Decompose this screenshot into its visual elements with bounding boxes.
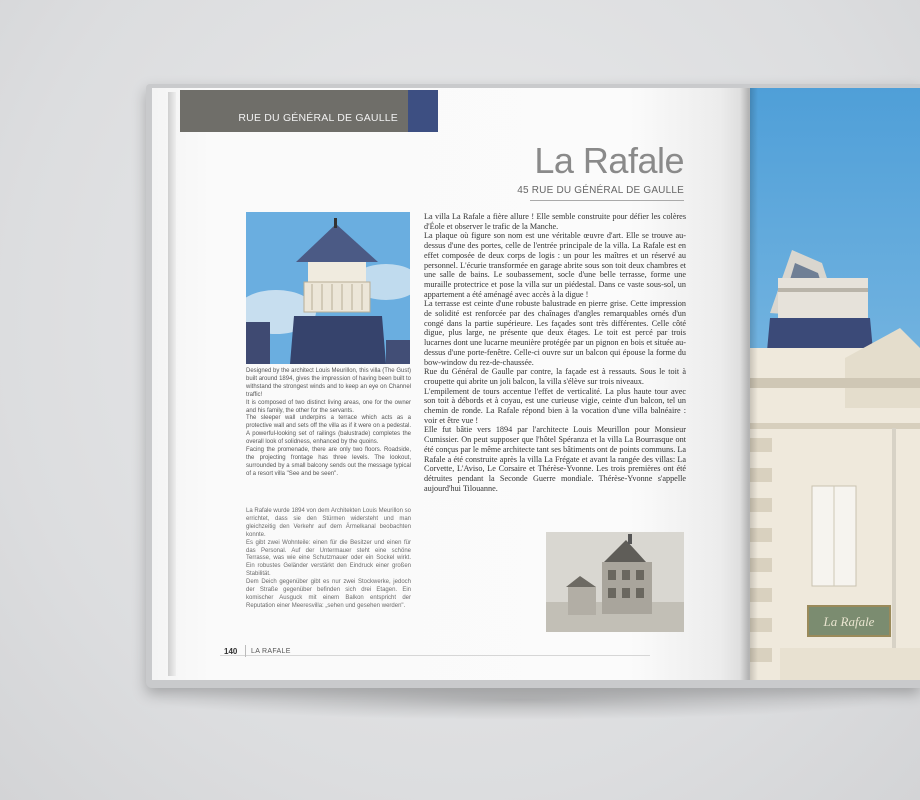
article-address: 45 RUE DU GÉNÉRAL DE GAULLE	[517, 185, 684, 196]
villa-facade-illustration	[750, 88, 920, 680]
book-gutter-shadow	[740, 88, 758, 680]
article-title: La Rafale	[534, 140, 684, 181]
tower-illustration	[246, 212, 410, 364]
tower-photo	[246, 212, 410, 364]
section-header-accent	[408, 90, 438, 132]
title-divider	[530, 200, 684, 201]
article-body: La villa La Rafale a fière allure ! Elle semble construite pour défier les colères d'Éole et observer le trafic de la Manche. La plaque où figure son nom est une véritable œuvre d'art. Elle se trouve au-dessus d'une des portes, celle de l'entrée principale de la villa. La Rafale est en effet composée de deux corps de logis : un pour les maîtres et un réservé au personnel. L'écurie transformée en garage abrite sous son toit deux chambres et une salle de bains. Le soubassement, socle d'une belle terrasse, forme une muraille protectrice et pose la villa sur un piédestal. Dans ce vaste sous-sol, un appartement a été aménagé avec accès à la digue ! La terrasse est ceinte d'une robuste balustrade en pierre grise. Cette impression de solidité est renforcée par des chaînages d'angles remarquables ornés d'un congé dans la partie supérieure. Les façades sont très différentes. Celle côté digue, plus large, ne présente que deux étages. Le toit est percé par trois lucarnes dont une lucarne meunière protégée par un pignon en bois et située au-dessus d'une porte-fenêtre. Celle-ci ouvre sur un balcon qui épouse la forme du bow-window du rez-de-chaussée. Rue du Général de Gaulle par contre, la façade est à ressauts. Sous le toit à croupette qui abrite un joli balcon, la villa s'élève sur trois niveaux. L'empilement de tours accentue l'effet de verticalité. La plus haute tour avec son toit à débords et à coyau, est une curieuse vigie, ceinte d'un balcon, tel un chemin de ronde. La Rafale répond bien à la vocation d'une villa balnéaire : voir et être vue ! Elle fut bâtie vers 1894 par l'architecte Louis Meurillon pour Monsieur Cumissier. On peut supposer que l'hôtel Spéranza et la villa La Bourrasque ont été conçus par le même architecte tant ses bâtiments ont de points communs. La Rafale a été construite après la villa La Frégate et avant la rangée des villas: La Corvette, L'Aviso, Le Corsaire et Thérèse-Yvonne. Les trois premières ont été détruites pendant la Seconde Guerre mondiale. Thérèse-Yvonne s'appelle aujourd'hui Tilouanne.	[424, 212, 686, 493]
section-header-band	[180, 90, 408, 132]
historic-photo	[546, 532, 684, 632]
running-title: LA RAFALE	[251, 648, 291, 655]
footer-separator	[245, 645, 246, 657]
footer-rule	[220, 655, 650, 656]
historic-villa-illustration	[546, 532, 684, 632]
page-number: 140	[224, 647, 238, 656]
page-edge	[168, 92, 176, 676]
caption-english: Designed by the architect Louis Meurillon, this villa (The Gust) built around 1894, gives the impression of having been built to withstand the strongest winds and to keep an eye on Channel traffic! It is composed of two distinct living areas, one for the owner and his family, the other for the servants. The sleeper wall underpins a terrace which acts as a protective wall and sets off the villa as if it were on a pedestal. A powerful-looking set of railings (balustrade) completes the overall look of solidness, enhanced by the quoins. Facing the promenade, there are only two floors. Roadside, the projecting frontage has three levels. The lookout, surrounded by a small balcony sends out the message typical of a resort villa "See and be seen".	[246, 368, 411, 477]
right-page-photo	[750, 88, 920, 680]
caption-german: La Rafale wurde 1894 von dem Architekten Louis Meurillon so errichtet, dass sie den Stürmen widersteht und man gleichzeitig den Verkehr auf dem Ärmelkanal beobachten konnte. Es gibt zwei Wohnteile: einen für die Besitzer und einen für das Personal. Auf der Untermauer steht eine schöne Terrasse, was wie eine Schutzmauer oder ein Sockel wirkt. Ein robustes Geländer verstärkt den Eindruck einer großen Stabilität. Dem Deich gegenüber gibt es nur zwei Stockwerke, jedoch der Straße gegenüber befinden sich drei Etagen. Ein komischer Ausguck mit einem Balkon entspricht der Reputation einer Meeresvilla: „sehen und gesehen werden".	[246, 508, 411, 609]
section-header-label: RUE DU GÉNÉRAL DE GAULLE	[238, 112, 398, 124]
villa-sign-text: La Rafale	[823, 614, 875, 629]
